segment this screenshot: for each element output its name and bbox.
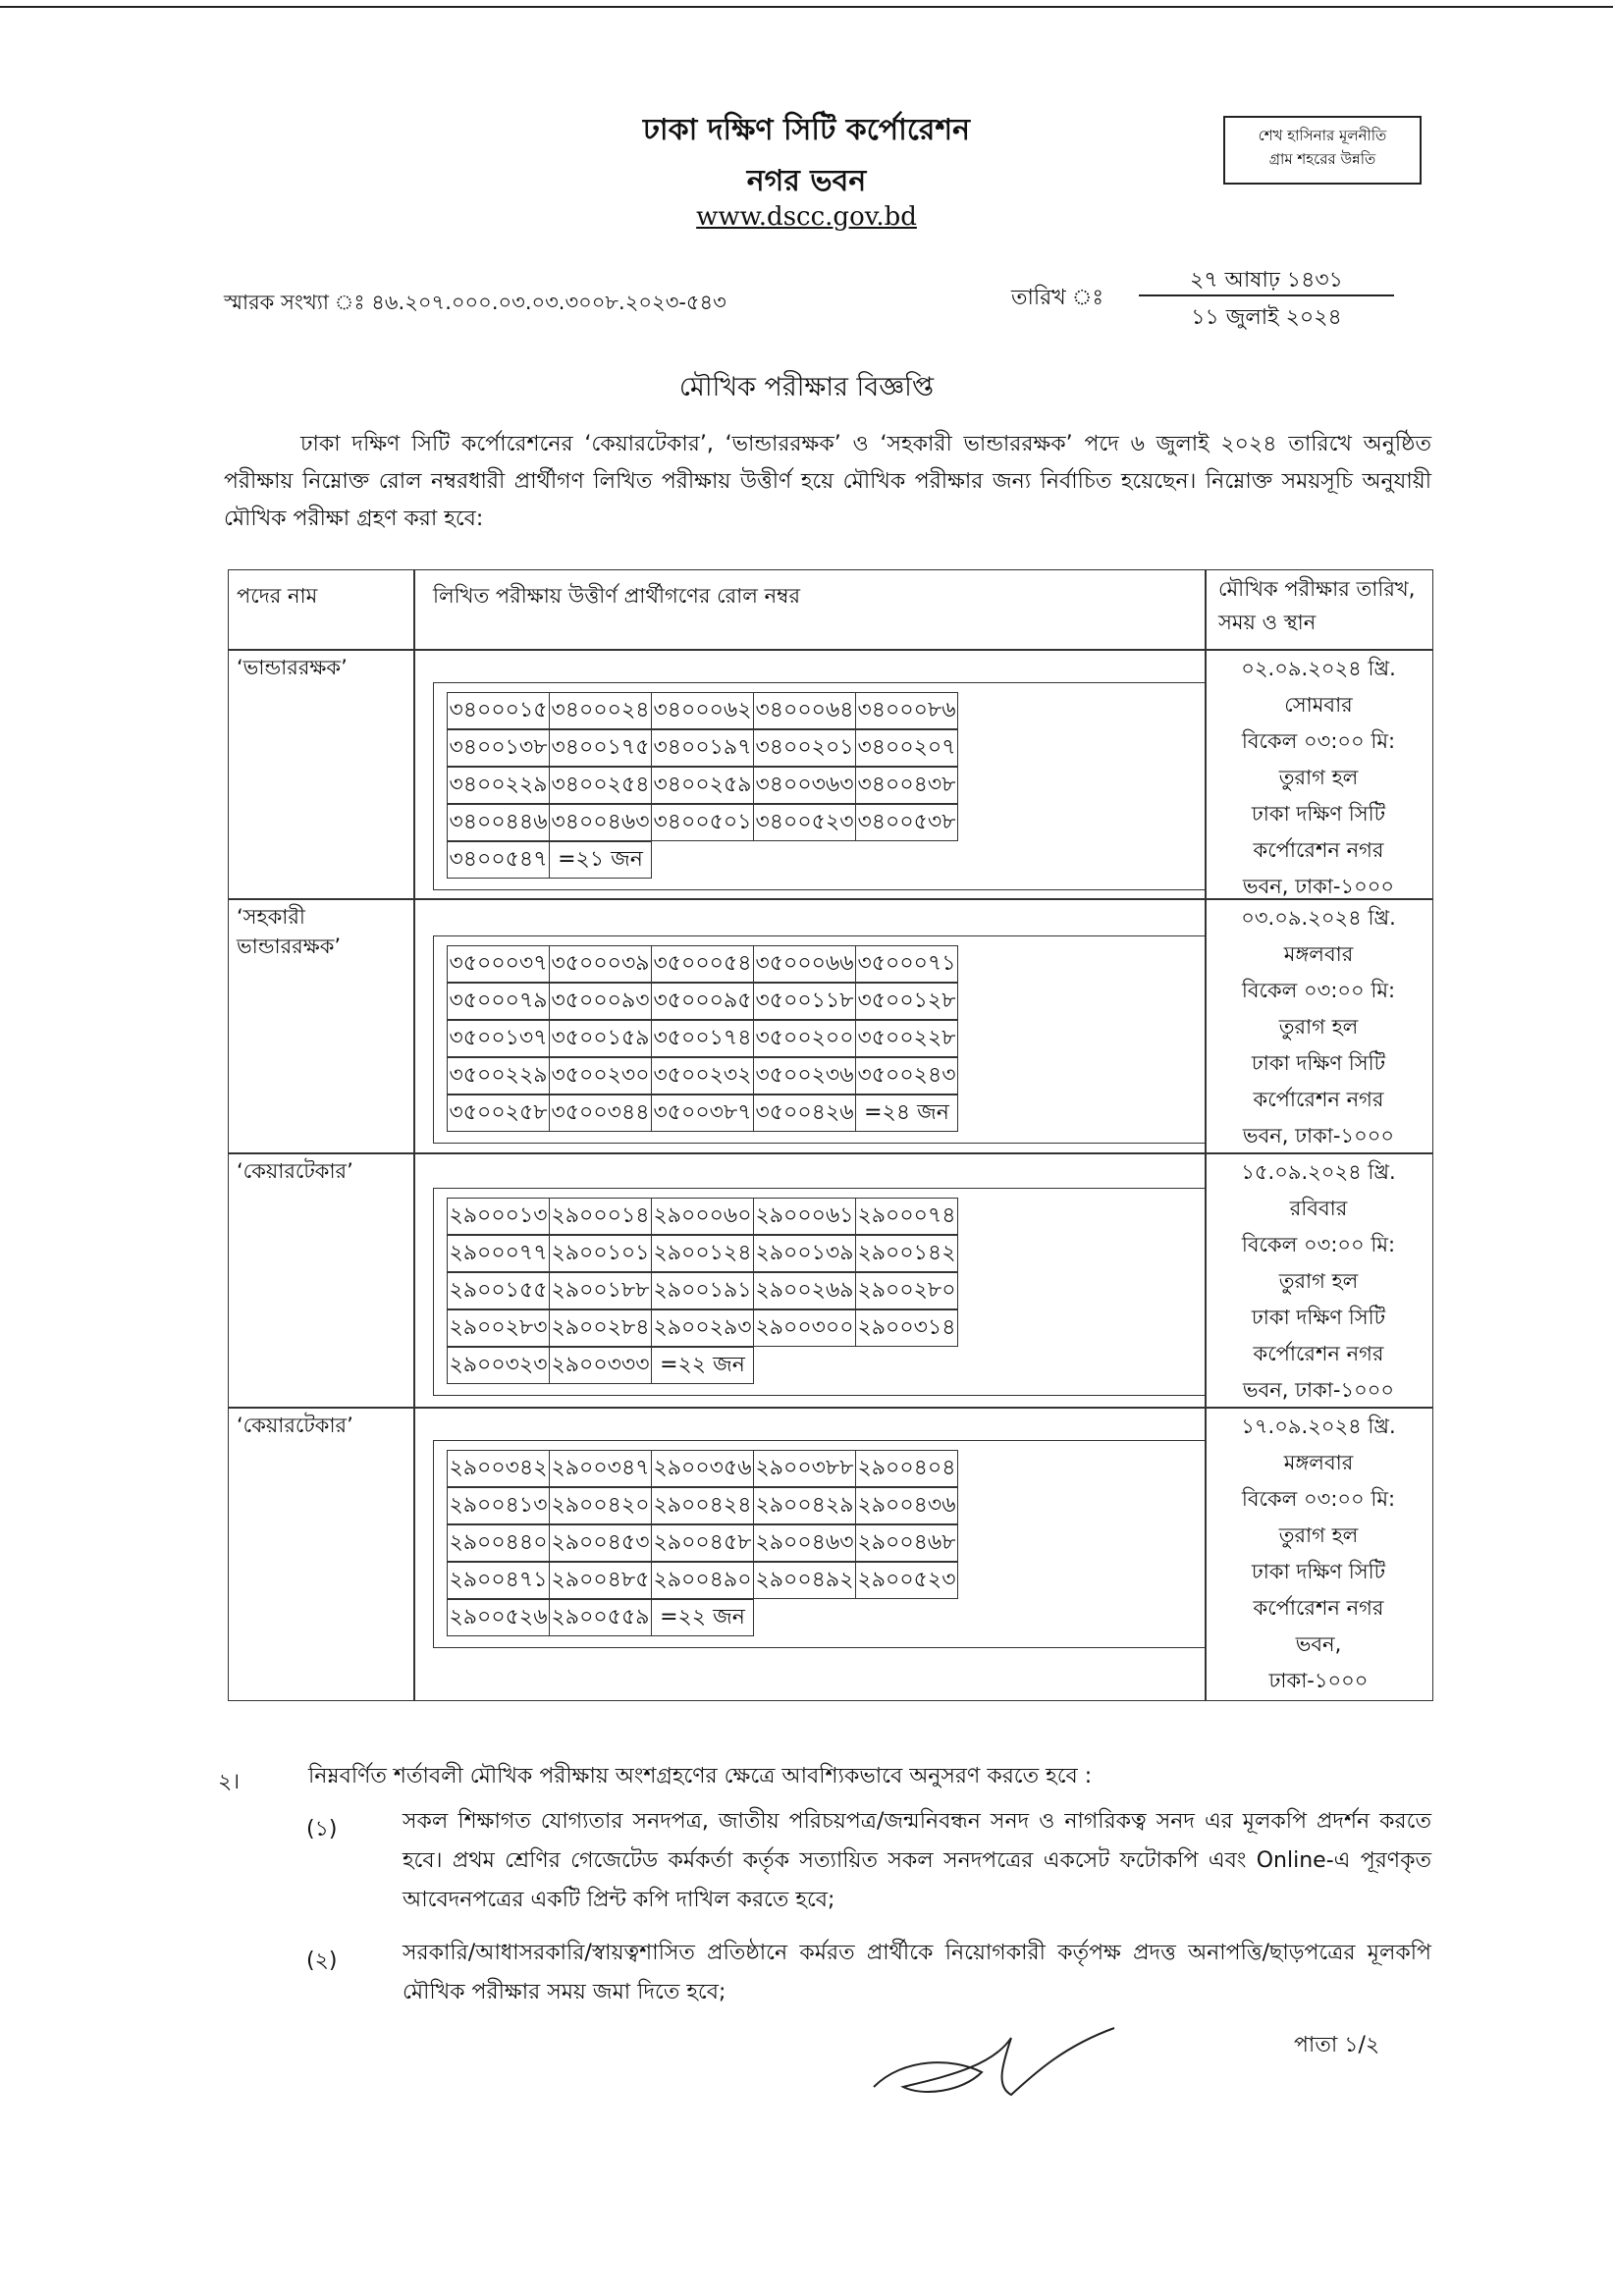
roll-number: ৩৫০০০৭১ [855,945,958,983]
roll-number: ২৯০০৫৫৯ [549,1599,652,1636]
post-name: ‘সহকারী ভান্ডাররক্ষক’ [237,905,342,958]
roll-number: ২৯০০৩২৩ [447,1347,550,1384]
notice-title: মৌখিক পরীক্ষার বিজ্ঞপ্তি [678,372,935,402]
schedule-line: ০৩.০৯.২০২৪ খ্রি. [1241,906,1396,930]
roll-number: ২৯০০৪২৯ [753,1487,856,1524]
schedule-block [1207,1409,1430,1699]
roll-number: ২৯০০৪৮৫ [549,1562,652,1599]
roll-number: ২৯০০৩৪৭ [549,1450,652,1487]
roll-number: ২৯০০১৮৮ [549,1272,652,1309]
roll-number: ২৯০০৩৪২ [447,1450,550,1487]
schedule-line: ভবন, ঢাকা-১০০০ [1242,1124,1395,1148]
roll-number: ৩৫০০২৫৮ [447,1095,550,1132]
roll-number: ২৯০০৩০০ [753,1309,856,1347]
schedule-line: তুরাগ হল [1278,1269,1359,1293]
roll-number: ২৯০০৫২৩ [855,1562,958,1599]
roll-number: ২৯০০২৯৩ [651,1309,754,1347]
page-number: পাতা ১/২ [1294,2033,1380,2057]
roll-number: ৩৪০০১৭৫ [549,729,652,767]
schedule-line: বিকেল ০৩:০০ মি: [1241,1233,1396,1256]
roll-number: ২৯০০০৬০ [651,1198,754,1235]
schedule-line: কর্পোরেশন নগর [1253,1342,1384,1365]
roll-number: ২৯০০৪১৩ [447,1487,550,1524]
roll-number: ৩৫০০২৪৩ [855,1057,958,1095]
date-divider [1139,294,1394,296]
date-bangla: ২৭ আষাঢ় ১৪৩১ [1190,268,1343,293]
schedule-line: ভবন, ঢাকা-১০০০ [1242,1378,1395,1402]
post-name: ‘কেয়ারটেকার’ [237,1159,353,1183]
schedule-line: ঢাকা-১০০০ [1268,1669,1369,1692]
schedule-line: ভবন, ঢাকা-১০০০ [1242,875,1395,898]
roll-number: ৩৫০০২৩২ [651,1057,754,1095]
memo-ref: স্মারক সংখ্যা ঃ ৪৬.২০৭.০০০.০৩.০৩.৩০০৮.২০২৩-৫৪৩ [224,291,726,314]
schedule-line: কর্পোরেশন নগর [1253,1088,1384,1111]
roll-number: ৩৫০০০৫৪ [651,945,754,983]
roll-number: ৩৪০০৫৩৮ [855,804,958,841]
roll-number: ২৯০০০৭৪ [855,1198,958,1235]
roll-number: ২৯০০৪৫৮ [651,1524,754,1562]
roll-number: ৩৫০০১৫৯ [549,1020,652,1057]
exam-table [228,569,1433,1701]
roll-number: ৩৪০০৪৬৩ [549,804,652,841]
roll-number: ২৯০০৩৮৮ [753,1450,856,1487]
roll-number: ৩৪০০৩৬৩ [753,767,856,804]
roll-number: ২৯০০২৬৯ [753,1272,856,1309]
roll-number: ৩৫০০০৯৫ [651,983,754,1020]
roll-number: ৩৪০০৪৪৬ [447,804,550,841]
roll-number: ৩৫০০২০০ [753,1020,856,1057]
section-heading: নিম্নবর্ণিত শর্তাবলী মৌখিক পরীক্ষায় অংশগ্রহণের ক্ষেত্রে আবশ্যিকভাবে অনুসরণ করতে হবে : [308,1764,1093,1789]
roll-number: ২৯০০৪৬৩ [753,1524,856,1562]
roll-number: ২৯০০১৪২ [855,1235,958,1272]
roll-number: ৩৫০০১৭৪ [651,1020,754,1057]
schedule-line: ঢাকা দক্ষিণ সিটি [1251,1306,1386,1329]
roll-number: ২৯০০৪৪০ [447,1524,550,1562]
schedule-line: সোমবার [1284,693,1353,717]
roll-number: ৩৫০০৩৮৭ [651,1095,754,1132]
roll-number: ৩৪০০১৯৭ [651,729,754,767]
roll-number: ৩৫০০০৯৩ [549,983,652,1020]
roll-total: =২২ জন [651,1347,754,1384]
roll-number: ৩৪০০০৮৬ [855,692,958,729]
schedule-line: ঢাকা দক্ষিণ সিটি [1251,1051,1386,1075]
roll-number: ৩৪০০০৬৪ [753,692,856,729]
schedule-line: বিকেল ০৩:০০ মি: [1241,1487,1396,1511]
roll-number: ৩৫০০৩৪৪ [549,1095,652,1132]
building-name: নগর ভবন [746,164,867,198]
intro-text: ঢাকা দক্ষিণ সিটি কর্পোরেশনের ‘কেয়ারটেকার’, ‘ভান্ডাররক্ষক’ ও ‘সহকারী ভান্ডাররক্ষক’ পদে ৬ জুলাই ২০২৪ তারিখে অনুষ্ঠিত পরীক্ষায় নিম্নোক্ত রোল নম্বরধারী প্রার্থীগণ লিখিত পরীক্ষায় উত্তীর্ণ হয়ে মৌখিক পরীক্ষার জন্য নির্বাচিত হয়েছেন। নিম্নোক্ত সময়সূচি অনুযায়ী মৌখিক পরীক্ষা গ্রহণ করা হবে: [224,432,1431,531]
roll-number: ৩৫০০০৭৯ [447,983,550,1020]
roll-number: ৩৫০০২৩০ [549,1057,652,1095]
roll-number: ২৯০০০১৪ [549,1198,652,1235]
schedule-line: ঢাকা দক্ষিণ সিটি [1251,1560,1386,1583]
roll-number: ৩৫০০২৩৬ [753,1057,856,1095]
item-number: (১) [306,1817,338,1842]
roll-number: ২৯০০৩৩৩ [549,1347,652,1384]
roll-number: ৩৫০০০৬৬ [753,945,856,983]
roll-number: ২৯০০৪০৪ [855,1450,958,1487]
roll-number: ২৯০০১৯১ [651,1272,754,1309]
schedule-line: ঢাকা দক্ষিণ সিটি [1251,802,1386,826]
roll-number: ২৯০০০৭৭ [447,1235,550,1272]
roll-number: ৩৪০০১৩৮ [447,729,550,767]
schedule-block [1207,900,1430,1154]
date-label: তারিখ ঃ [1011,286,1104,310]
schedule-line: কর্পোরেশন নগর [1253,1596,1384,1620]
schedule-line: ১৫.০৯.২০২৪ খ্রি. [1241,1160,1396,1184]
roll-number: ৩৫০০১২৮ [855,983,958,1020]
roll-total: =২২ জন [651,1599,754,1636]
roll-number: ২৯০০২৮৩ [447,1309,550,1347]
roll-number: ৩৪০০২০১ [753,729,856,767]
intro-paragraph [224,426,1431,538]
roll-number: ৩৫০০০৩৭ [447,945,550,983]
date-gregorian: ১১ জুলাই ২০২৪ [1191,305,1342,330]
slogan-line: শেখ হাসিনার মূলনীতি [1258,127,1387,144]
roll-number: ২৯০০৩১৪ [855,1309,958,1347]
schedule-line: তুরাগ হল [1278,1015,1359,1039]
roll-number: ৩৪০০২৫৯ [651,767,754,804]
col-header-schedule: মৌখিক পরীক্ষার তারিখ, সময় ও স্থান [1218,577,1416,634]
roll-number: ৩৪০০০২৪ [549,692,652,729]
roll-number: ২৯০০৪৯২ [753,1562,856,1599]
item-text: সরকারি/আধাসরকারি/স্বায়ত্বশাসিত প্রতিষ্ঠানে কর্মরত প্রার্থীকে নিয়োগকারী কর্তৃপক্ষ প্রদত্ত অনাপত্তি/ছাড়পত্রের মূলকপি মৌখিক পরীক্ষার সময় জমা দিতে হবে; [403,1941,1431,2004]
org-name: ঢাকা দক্ষিণ সিটি কর্পোরেশন [642,113,971,147]
roll-number: ২৯০০৪২৪ [651,1487,754,1524]
schedule-block [1207,1154,1430,1409]
schedule-block [1207,651,1430,905]
roll-number: ২৯০০৪৫৩ [549,1524,652,1562]
roll-number: ২৯০০০১৩ [447,1198,550,1235]
roll-number: ২৯০০১৫৫ [447,1272,550,1309]
roll-number: ২৯০০২৮০ [855,1272,958,1309]
item-text: সকল শিক্ষাগত যোগ্যতার সনদপত্র, জাতীয় পরিচয়পত্র/জন্মনিবন্ধন সনদ ও নাগরিকত্ব সনদ এর মূলকপি প্রদর্শন করতে হবে। প্রথম শ্রেণির গেজেটেড কর্মকর্তা কর্তৃক সত্যায়িত সকল সনদপত্রের একসেট ফটোকপি এবং Online-এ পূরণকৃত আবেদনপত্রের একটি প্রিন্ট কপি দাখিল করতে হবে; [403,1809,1431,1912]
roll-number: ৩৫০০৪২৬ [753,1095,856,1132]
roll-number: ২৯০০৪৭১ [447,1562,550,1599]
schedule-line: বিকেল ০৩:০০ মি: [1241,979,1396,1002]
roll-number: ৩৪০০৪৩৮ [855,767,958,804]
schedule-line: কর্পোরেশন নগর [1253,838,1384,862]
schedule-line: তুরাগ হল [1278,1523,1359,1547]
roll-number: ২৯০০৫২৬ [447,1599,550,1636]
roll-number: ৩৫০০০৩৯ [549,945,652,983]
roll-number: ৩৪০০০১৫ [447,692,550,729]
roll-number: ৩৪০০৫২৩ [753,804,856,841]
roll-number: ২৯০০২৮৪ [549,1309,652,1347]
schedule-line: রবিবার [1289,1197,1348,1220]
roll-number: ৩৫০০১১৮ [753,983,856,1020]
schedule-line: তুরাগ হল [1278,766,1359,789]
schedule-line: বিকেল ০৩:০০ মি: [1241,729,1396,753]
slogan-line: গ্রাম শহরের উন্নতি [1268,150,1376,168]
col-header-post: পদের নাম [237,584,318,608]
roll-number: ২৯০০১০১ [549,1235,652,1272]
column-divider [413,570,415,1700]
roll-number: ২৯০০১৩৯ [753,1235,856,1272]
roll-total: =২৪ জন [855,1095,958,1132]
section-number: ২। [218,1770,241,1794]
roll-number: ২৯০০৪৬৮ [855,1524,958,1562]
item-number: (২) [306,1949,338,1973]
roll-number: ৩৪০০০৬২ [651,692,754,729]
roll-number: ৩৫০০২২৯ [447,1057,550,1095]
schedule-line: মঙ্গলবার [1283,1451,1354,1474]
website-link[interactable]: www.dscc.gov.bd [696,202,917,232]
roll-number: ৩৫০০১৩৭ [447,1020,550,1057]
roll-number: ৩৪০০২০৭ [855,729,958,767]
roll-number: ৩৪০০৫০১ [651,804,754,841]
col-header-rolls: লিখিত পরীক্ষায় উত্তীর্ণ প্রার্থীগণের রোল নম্বর [433,584,801,608]
roll-number: ৩৪০০৫৪৭ [447,841,550,879]
roll-number: ২৯০০৩৫৬ [651,1450,754,1487]
roll-number: ২৯০০১২৪ [651,1235,754,1272]
roll-number: ২৯০০৪২০ [549,1487,652,1524]
schedule-line: ০২.০৯.২০২৪ খ্রি. [1241,657,1396,680]
roll-number: ২৯০০৪৩৬ [855,1487,958,1524]
post-name: ‘কেয়ারটেকার’ [237,1414,353,1437]
roll-number: ৩৪০০২৫৪ [549,767,652,804]
schedule-line: ভবন, [1295,1632,1342,1656]
schedule-line: ১৭.০৯.২০২৪ খ্রি. [1241,1415,1396,1438]
post-name: ‘ভান্ডাররক্ষক’ [237,656,348,679]
signature [864,2018,1119,2107]
slogan-box [1223,116,1422,185]
roll-number: ৩৪০০২২৯ [447,767,550,804]
schedule-line: মঙ্গলবার [1283,942,1354,966]
roll-total: =২১ জন [549,841,652,879]
top-rule [0,6,1613,8]
roll-number: ২৯০০০৬১ [753,1198,856,1235]
roll-number: ২৯০০৪৯০ [651,1562,754,1599]
roll-number: ৩৫০০২২৮ [855,1020,958,1057]
